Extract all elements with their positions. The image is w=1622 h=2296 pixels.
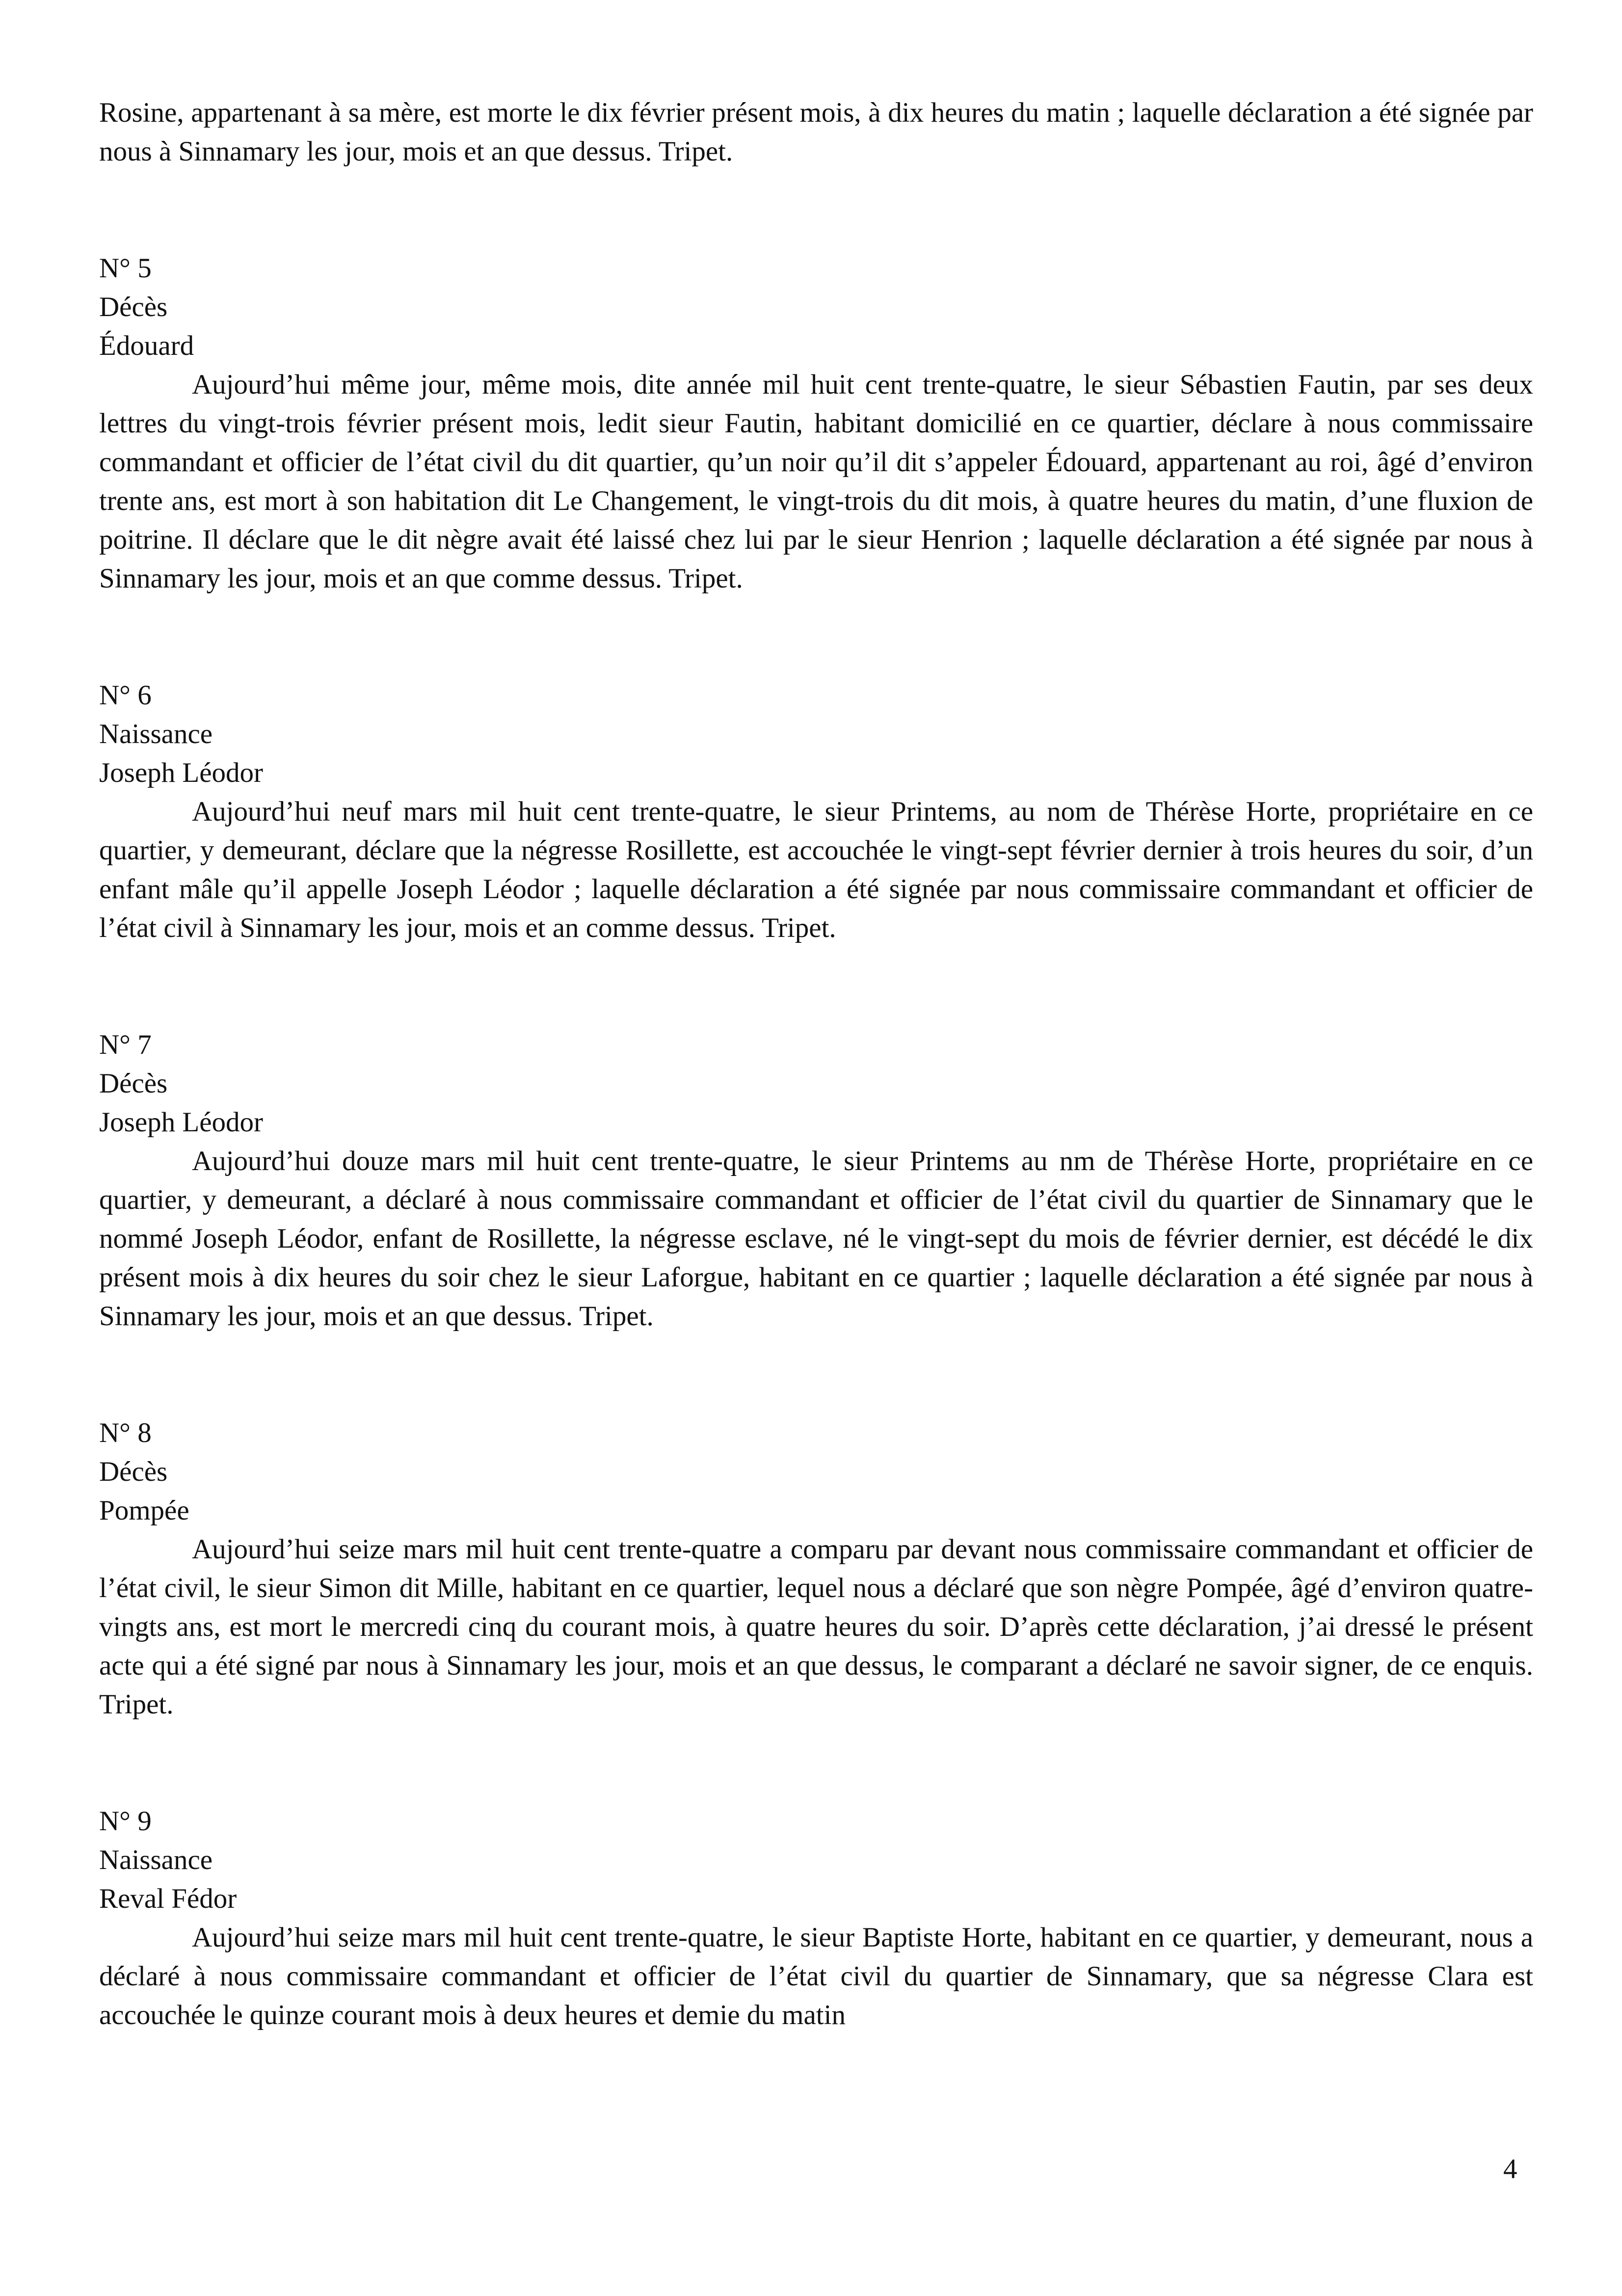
entry-6 xyxy=(99,676,1533,947)
entry-name: Reval Fédor xyxy=(99,1883,237,1914)
entry-type: Décès xyxy=(99,1456,168,1487)
entry-number: N° 8 xyxy=(99,1417,152,1448)
entry-number: N° 5 xyxy=(99,253,152,284)
entry-text: Aujourd’hui seize mars mil huit cent trente-quatre, le sieur Baptiste Horte, habitant en ce quartier, y demeurant, nous a déclaré à nous commissaire commandant et officier de l’état civil du quartier de Sinnamary, que sa négresse Clara est accouchée le quinze courant mois à deux heures et demie du matin xyxy=(99,1922,1533,2030)
entry-text: Aujourd’hui douze mars mil huit cent trente-quatre, le sieur Printems au nm de Thérèse Horte, propriétaire en ce quartier, y demeurant, a déclaré à nous commissaire commandant et officier de l’état civil du quartier de Sinnamary que le nommé Joseph Léodor, enfant de Rosillette, la négresse esclave, né le vingt-sept du mois de février dernier, est décédé le dix présent mois à dix heures du soir chez le sieur Laforgue, habitant en ce quartier ; laquelle déclaration a été signée par nous à Sinnamary les jour, mois et an que dessus. Tripet. xyxy=(99,1146,1533,1332)
entry-5 xyxy=(99,249,1533,598)
entry-number: N° 7 xyxy=(99,1029,152,1060)
entry-8 xyxy=(99,1414,1533,1724)
entry-number: N° 9 xyxy=(99,1806,152,1837)
opening-paragraph: Rosine, appartenant à sa mère, est morte le dix février présent mois, à dix heures du matin ; laquelle déclaration a été signée par nous à Sinnamary les jour, mois et an que dessus. Tripet. xyxy=(99,97,1533,167)
entry-name: Joseph Léodor xyxy=(99,1107,264,1138)
entry-name: Édouard xyxy=(99,330,194,361)
entry-text: Aujourd’hui neuf mars mil huit cent trente-quatre, le sieur Printems, au nom de Thérèse Horte, propriétaire en ce quartier, y demeurant, déclare que la négresse Rosillette, est accouchée le vingt-sept février dernier à trois heures du soir, d’un enfant mâle qu’il appelle Joseph Léodor ; laquelle déclaration a été signée par nous commissaire commandant et officier de l’état civil à Sinnamary les jour, mois et an comme dessus. Tripet. xyxy=(99,796,1533,943)
entry-type: Naissance xyxy=(99,719,213,749)
entry-text: Aujourd’hui même jour, même mois, dite année mil huit cent trente-quatre, le sieur Sébastien Fautin, par ses deux lettres du vingt-trois février présent mois, ledit sieur Fautin, habitant domicilié en ce quartier, déclare à nous commissaire commandant et officier de l’état civil du dit quartier, qu’un noir qu’il dit s’appeler Édouard, appartenant au roi, âgé d’environ trente ans, est mort à son habitation dit Le Changement, le vingt-trois du dit mois, à quatre heures du matin, d’une fluxion de poitrine. Il déclare que le dit nègre avait été laissé chez lui par le sieur Henrion ; laquelle déclaration a été signée par nous à Sinnamary les jour, mois et an que comme dessus. Tripet. xyxy=(99,369,1533,594)
page-number: 4 xyxy=(1503,2154,1517,2185)
entry-9 xyxy=(99,1802,1533,2034)
entry-name: Joseph Léodor xyxy=(99,757,264,788)
entry-type: Décès xyxy=(99,292,168,322)
entry-7 xyxy=(99,1025,1533,1335)
entry-type: Décès xyxy=(99,1068,168,1099)
entry-name: Pompée xyxy=(99,1495,189,1526)
entry-number: N° 6 xyxy=(99,680,152,711)
entry-type: Naissance xyxy=(99,1844,213,1875)
entry-text: Aujourd’hui seize mars mil huit cent trente-quatre a comparu par devant nous commissaire commandant et officier de l’état civil, le sieur Simon dit Mille, habitant en ce quartier, lequel nous a déclaré que son nègre Pompée, âgé d’environ quatre-vingts ans, est mort le mercredi cinq du courant mois, à quatre heures du soir. D’après cette déclaration, j’ai dressé le présent acte qui a été signé par nous à Sinnamary les jour, mois et an que dessus, le comparant a déclaré ne savoir signer, de ce enquis. Tripet. xyxy=(99,1534,1533,1720)
document-page xyxy=(99,93,1533,2034)
